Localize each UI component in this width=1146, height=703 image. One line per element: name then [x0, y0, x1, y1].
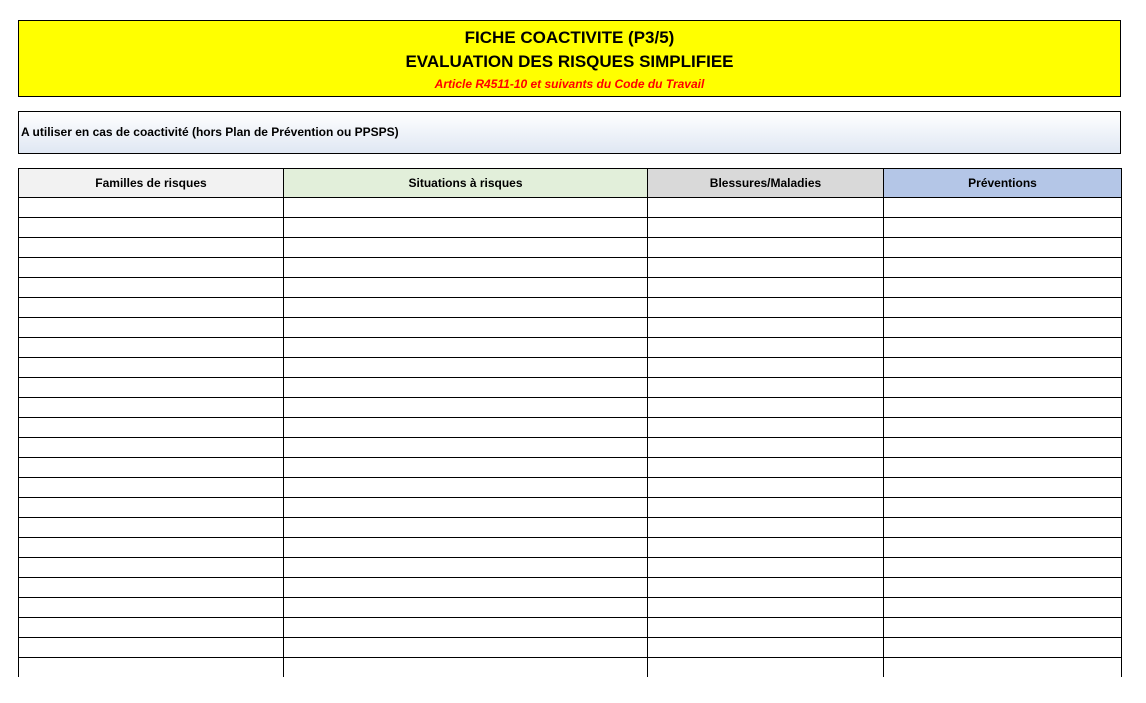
- cell-risk-situation[interactable]: [284, 218, 648, 238]
- cell-injury[interactable]: [648, 458, 884, 478]
- cell-risk-situation[interactable]: [284, 258, 648, 278]
- cell-risk-family[interactable]: [19, 218, 284, 238]
- cell-risk-situation[interactable]: [284, 558, 648, 578]
- cell-risk-family[interactable]: [19, 198, 284, 218]
- cell-prevention[interactable]: [884, 278, 1122, 298]
- risk-assessment-table: [18, 168, 1121, 677]
- cell-prevention[interactable]: [884, 218, 1122, 238]
- cell-risk-family[interactable]: [19, 258, 284, 278]
- cell-risk-family[interactable]: [19, 238, 284, 258]
- cell-injury[interactable]: [648, 498, 884, 518]
- table-row: [19, 478, 1122, 498]
- cell-prevention[interactable]: [884, 318, 1122, 338]
- cell-injury[interactable]: [648, 358, 884, 378]
- cell-risk-situation[interactable]: [284, 338, 648, 358]
- form-title: FICHE COACTIVITE (P3/5): [464, 28, 675, 47]
- cell-risk-situation[interactable]: [284, 638, 648, 658]
- cell-injury[interactable]: [648, 658, 884, 678]
- table-row: [19, 438, 1122, 458]
- cell-risk-situation[interactable]: [284, 518, 648, 538]
- cell-prevention[interactable]: [884, 518, 1122, 538]
- cell-injury[interactable]: [648, 598, 884, 618]
- cell-risk-situation[interactable]: [284, 238, 648, 258]
- cell-prevention[interactable]: [884, 378, 1122, 398]
- cell-prevention[interactable]: [884, 238, 1122, 258]
- usage-note-box: [18, 111, 1121, 154]
- cell-risk-family[interactable]: [19, 518, 284, 538]
- column-header-injuries: Blessures/Maladies: [648, 169, 884, 198]
- cell-prevention[interactable]: [884, 398, 1122, 418]
- cell-risk-situation[interactable]: [284, 418, 648, 438]
- cell-risk-situation[interactable]: [284, 298, 648, 318]
- cell-injury[interactable]: [648, 318, 884, 338]
- cell-injury[interactable]: [648, 618, 884, 638]
- table-row: [19, 198, 1122, 218]
- cell-prevention[interactable]: [884, 658, 1122, 678]
- cell-prevention[interactable]: [884, 498, 1122, 518]
- table-row: [19, 298, 1122, 318]
- cell-risk-family[interactable]: [19, 458, 284, 478]
- form-subtitle: EVALUATION DES RISQUES SIMPLIFIEE: [405, 52, 734, 71]
- table-row: [19, 558, 1122, 578]
- cell-risk-situation[interactable]: [284, 358, 648, 378]
- usage-note: A utiliser en cas de coactivité (hors Plan de Prévention ou PPSPS): [21, 125, 399, 139]
- legal-reference: Article R4511-10 et suivants du Code du Travail: [434, 77, 705, 91]
- cell-risk-family[interactable]: [19, 478, 284, 498]
- cell-risk-situation[interactable]: [284, 478, 648, 498]
- cell-injury[interactable]: [648, 558, 884, 578]
- cell-risk-situation[interactable]: [284, 658, 648, 678]
- cell-risk-situation[interactable]: [284, 578, 648, 598]
- cell-prevention[interactable]: [884, 458, 1122, 478]
- cell-injury[interactable]: [648, 218, 884, 238]
- table-row: [19, 238, 1122, 258]
- cell-risk-family[interactable]: [19, 398, 284, 418]
- cell-risk-situation[interactable]: [284, 618, 648, 638]
- table-row: [19, 578, 1122, 598]
- table-row: [19, 358, 1122, 378]
- cell-prevention[interactable]: [884, 338, 1122, 358]
- cell-risk-family[interactable]: [19, 578, 284, 598]
- cell-risk-situation[interactable]: [284, 458, 648, 478]
- table-row: [19, 398, 1122, 418]
- cell-risk-situation[interactable]: [284, 498, 648, 518]
- table-row: [19, 618, 1122, 638]
- table-row: [19, 258, 1122, 278]
- cell-prevention[interactable]: [884, 358, 1122, 378]
- cell-prevention[interactable]: [884, 598, 1122, 618]
- cell-risk-situation[interactable]: [284, 538, 648, 558]
- cell-injury[interactable]: [648, 298, 884, 318]
- cell-risk-family[interactable]: [19, 658, 284, 678]
- cell-prevention[interactable]: [884, 618, 1122, 638]
- column-header-preventions: Préventions: [884, 169, 1122, 198]
- cell-risk-family[interactable]: [19, 598, 284, 618]
- cell-prevention[interactable]: [884, 298, 1122, 318]
- cell-risk-family[interactable]: [19, 638, 284, 658]
- cell-risk-situation[interactable]: [284, 438, 648, 458]
- table-row: [19, 278, 1122, 298]
- cell-risk-situation[interactable]: [284, 278, 648, 298]
- table-row: [19, 638, 1122, 658]
- cell-injury[interactable]: [648, 578, 884, 598]
- cell-injury[interactable]: [648, 438, 884, 458]
- table-row: [19, 538, 1122, 558]
- cell-prevention[interactable]: [884, 418, 1122, 438]
- cell-injury[interactable]: [648, 478, 884, 498]
- cell-risk-family[interactable]: [19, 418, 284, 438]
- cell-risk-family[interactable]: [19, 438, 284, 458]
- cell-risk-family[interactable]: [19, 298, 284, 318]
- cell-injury[interactable]: [648, 378, 884, 398]
- cell-risk-situation[interactable]: [284, 378, 648, 398]
- table-row: [19, 378, 1122, 398]
- cell-injury[interactable]: [648, 638, 884, 658]
- column-header-risk-situations: Situations à risques: [284, 169, 648, 198]
- cell-risk-family[interactable]: [19, 318, 284, 338]
- cell-risk-family[interactable]: [19, 358, 284, 378]
- cell-risk-situation[interactable]: [284, 398, 648, 418]
- cell-risk-situation[interactable]: [284, 318, 648, 338]
- cell-risk-family[interactable]: [19, 538, 284, 558]
- cell-risk-family[interactable]: [19, 618, 284, 638]
- cell-prevention[interactable]: [884, 578, 1122, 598]
- cell-injury[interactable]: [648, 338, 884, 358]
- table-row: [19, 318, 1122, 338]
- cell-injury[interactable]: [648, 518, 884, 538]
- cell-injury[interactable]: [648, 258, 884, 278]
- cell-risk-family[interactable]: [19, 498, 284, 518]
- cell-risk-situation[interactable]: [284, 598, 648, 618]
- cell-injury[interactable]: [648, 538, 884, 558]
- table-row: [19, 598, 1122, 618]
- table-row: [19, 218, 1122, 238]
- table-row: [19, 658, 1122, 678]
- table-row: [19, 458, 1122, 478]
- cell-prevention[interactable]: [884, 198, 1122, 218]
- cell-prevention[interactable]: [884, 638, 1122, 658]
- cell-prevention[interactable]: [884, 538, 1122, 558]
- cell-prevention[interactable]: [884, 438, 1122, 458]
- cell-risk-family[interactable]: [19, 558, 284, 578]
- cell-risk-family[interactable]: [19, 338, 284, 358]
- cell-prevention[interactable]: [884, 258, 1122, 278]
- cell-injury[interactable]: [648, 238, 884, 258]
- title-banner: [18, 20, 1121, 97]
- cell-risk-situation[interactable]: [284, 198, 648, 218]
- cell-risk-family[interactable]: [19, 278, 284, 298]
- table-header-row: [19, 169, 1122, 198]
- table-row: [19, 518, 1122, 538]
- cell-injury[interactable]: [648, 418, 884, 438]
- column-header-risk-families: Familles de risques: [19, 169, 284, 198]
- cell-prevention[interactable]: [884, 478, 1122, 498]
- cell-injury[interactable]: [648, 278, 884, 298]
- table-row: [19, 498, 1122, 518]
- cell-injury[interactable]: [648, 198, 884, 218]
- table-row: [19, 338, 1122, 358]
- cell-risk-family[interactable]: [19, 378, 284, 398]
- cell-injury[interactable]: [648, 398, 884, 418]
- cell-prevention[interactable]: [884, 558, 1122, 578]
- table-row: [19, 418, 1122, 438]
